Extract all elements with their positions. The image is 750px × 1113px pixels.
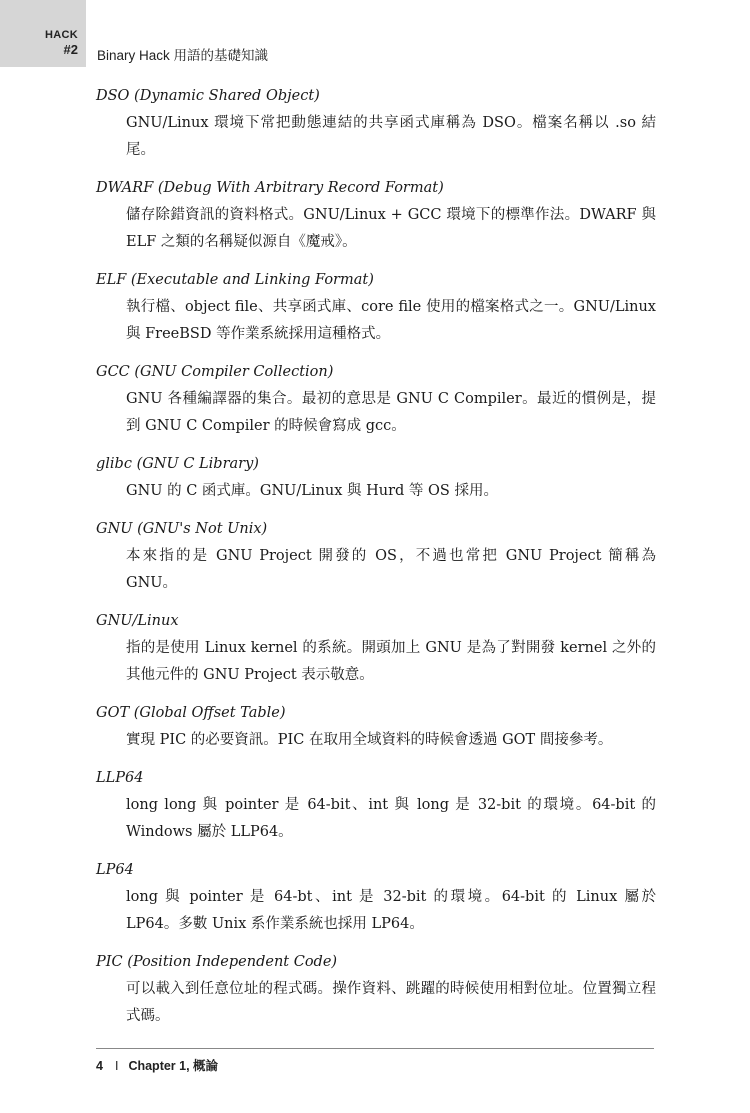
glossary-entry-got bbox=[96, 703, 656, 754]
glossary-entry-lp64 bbox=[96, 860, 656, 938]
footer-separator: I bbox=[114, 1059, 119, 1073]
hack-label: HACK bbox=[45, 29, 78, 41]
hack-number: #2 bbox=[63, 42, 78, 57]
term: GOT (Global Offset Table) bbox=[96, 705, 286, 721]
glossary-entry-dso bbox=[96, 86, 656, 164]
definition: long long 與 pointer 是 64-bit、int 與 long 是 32-bit 的環境。64-bit 的 Windows 屬於 LLP64。 bbox=[126, 797, 656, 840]
glossary-entry-elf bbox=[96, 270, 656, 348]
glossary-entry-pic bbox=[96, 952, 656, 1030]
definition: long 與 pointer 是 64-bt、int 是 32-bit 的環境。64-bit 的 Linux 屬於 LP64。多數 Unix 系作業系統也採用 LP64。 bbox=[126, 889, 656, 932]
glossary-entry-gnu bbox=[96, 519, 656, 597]
definition: 實現 PIC 的必要資訊。PIC 在取用全域資料的時候會透過 GOT 間接參考。 bbox=[126, 732, 613, 748]
definition: 指的是使用 Linux kernel 的系統。開頭加上 GNU 是為了對開發 kernel 之外的其他元件的 GNU Project 表示敬意。 bbox=[126, 640, 656, 683]
definition: GNU 的 C 函式庫。GNU/Linux 與 Hurd 等 OS 採用。 bbox=[126, 483, 498, 499]
term: DWARF (Debug With Arbitrary Record Format) bbox=[96, 180, 444, 196]
glossary-entry-gnu-linux bbox=[96, 611, 656, 689]
term: glibc (GNU C Library) bbox=[96, 456, 259, 472]
definition: 本來指的是 GNU Project 開發的 OS，不過也常把 GNU Project 簡稱為 GNU。 bbox=[126, 548, 656, 591]
term: LP64 bbox=[96, 862, 134, 878]
definition: 執行檔、object file、共享函式庫、core file 使用的檔案格式之一。GNU/Linux 與 FreeBSD 等作業系統採用這種格式。 bbox=[126, 299, 656, 342]
hack-tab bbox=[0, 0, 86, 67]
term: ELF (Executable and Linking Format) bbox=[96, 272, 374, 288]
glossary-entry-dwarf bbox=[96, 178, 656, 256]
glossary-list bbox=[96, 86, 656, 1044]
page-footer bbox=[96, 1056, 218, 1074]
term: GNU/Linux bbox=[96, 613, 179, 629]
glossary-entry-llp64 bbox=[96, 768, 656, 846]
term: LLP64 bbox=[96, 770, 144, 786]
term: GNU (GNU's Not Unix) bbox=[96, 521, 268, 537]
footer-rule bbox=[96, 1048, 654, 1049]
definition: 儲存除錯資訊的資料格式。GNU/Linux + GCC 環境下的標準作法。DWARF 與 ELF 之類的名稱疑似源自《魔戒》。 bbox=[126, 207, 656, 250]
term: PIC (Position Independent Code) bbox=[96, 954, 338, 970]
definition: 可以載入到任意位址的程式碼。操作資料、跳躍的時候使用相對位址。位置獨立程式碼。 bbox=[126, 981, 656, 1024]
definition: GNU 各種編譯器的集合。最初的意思是 GNU C Compiler。最近的慣例是，提到 GNU C Compiler 的時候會寫成 gcc。 bbox=[126, 391, 656, 434]
term: GCC (GNU Compiler Collection) bbox=[96, 364, 334, 380]
running-title: Binary Hack 用語的基礎知識 bbox=[97, 48, 269, 63]
term: DSO (Dynamic Shared Object) bbox=[96, 88, 320, 104]
glossary-entry-gcc bbox=[96, 362, 656, 440]
glossary-entry-glibc bbox=[96, 454, 656, 505]
page-number: 4 bbox=[96, 1059, 103, 1073]
chapter-title: Chapter 1, 概論 bbox=[128, 1059, 219, 1073]
definition: GNU/Linux 環境下常把動態連結的共享函式庫稱為 DSO。檔案名稱以 .so 結尾。 bbox=[126, 115, 656, 158]
